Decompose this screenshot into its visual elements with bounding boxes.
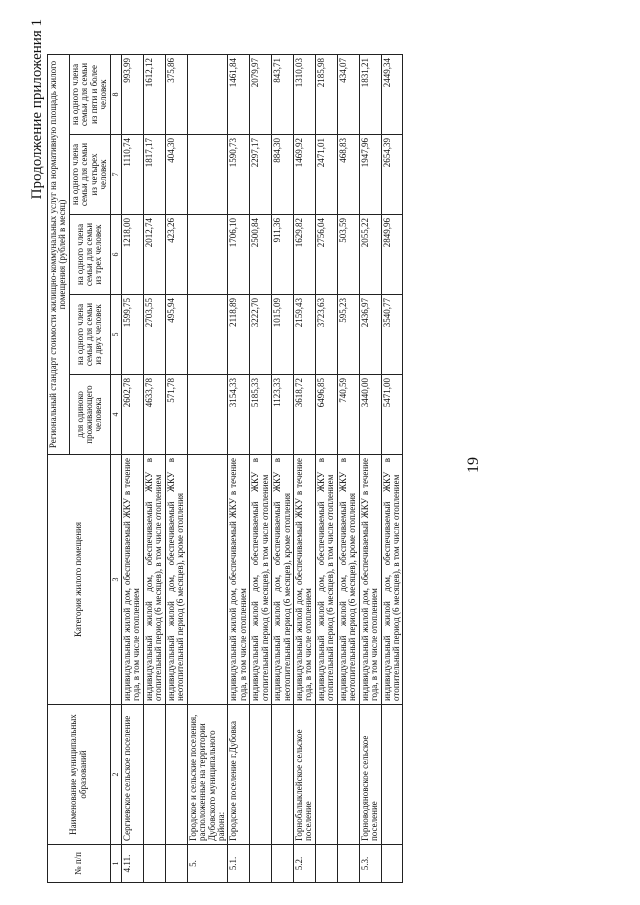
table-row <box>337 55 359 883</box>
tariff-value: 3154,33 <box>228 375 250 455</box>
tariff-value: 2449,34 <box>381 55 403 135</box>
header-five: на одного члена семьи для семьи из пяти и более человек <box>69 55 110 135</box>
index-cell: 4 <box>110 375 121 455</box>
index-cell: 5 <box>110 295 121 375</box>
housing-category: индивидуальный жилой дом, обеспечиваемый ЖКУ в неотопительный период (6 месяцев), кроме отопления <box>272 455 294 705</box>
row-number <box>272 845 294 883</box>
tariff-value: 884,30 <box>272 135 294 215</box>
tariff-value: 1612,12 <box>143 55 165 135</box>
tariff-value: 993,99 <box>122 55 144 135</box>
row-number: 5. <box>187 845 228 883</box>
header-three: на одного члена семьи для семьи из трех человек <box>69 215 110 295</box>
index-cell: 7 <box>110 135 121 215</box>
tariff-value: 1706,10 <box>228 215 250 295</box>
tariff-value: 1947,96 <box>359 135 381 215</box>
header-category: Категория жилого помещения <box>48 455 111 705</box>
row-number: 5.1. <box>228 845 250 883</box>
tariff-value: 911,36 <box>272 215 294 295</box>
municipality-name <box>315 705 337 845</box>
municipality-name <box>250 705 272 845</box>
table-row <box>165 55 187 883</box>
tariff-value: 2079,97 <box>250 55 272 135</box>
tariff-value: 1599,75 <box>122 295 144 375</box>
housing-category: индивидуальный жилой дом, обеспечиваемый ЖКУ в неотопительный период (6 месяцев), кроме отопления <box>165 455 187 705</box>
tariff-value: 495,94 <box>165 295 187 375</box>
tariff-value: 2471,01 <box>315 135 337 215</box>
tariff-value <box>187 215 228 295</box>
housing-category: индивидуальный жилой дом, обеспечиваемый ЖКУ в отопительный период (6 месяцев), в том числе отоплением <box>315 455 337 705</box>
tariff-value: 2436,97 <box>359 295 381 375</box>
tariff-value: 2185,98 <box>315 55 337 135</box>
header-num: № п/п <box>48 845 111 883</box>
tariff-value: 375,86 <box>165 55 187 135</box>
tariff-value: 1590,73 <box>228 135 250 215</box>
tariff-value: 5471,00 <box>381 375 403 455</box>
housing-category: индивидуальный жилой дом, обеспечиваемый ЖКУ в течение года, в том числе отоплением <box>294 455 316 705</box>
housing-category: индивидуальный жилой дом, обеспечиваемый ЖКУ в отопительный период (6 месяцев), в том числе отоплением <box>250 455 272 705</box>
tariff-value: 2012,74 <box>143 215 165 295</box>
tariff-value: 1461,84 <box>228 55 250 135</box>
tariff-value: 2055,22 <box>359 215 381 295</box>
header-four: на одного члена семьи для семьи из четырех человек <box>69 135 110 215</box>
tariff-value: 2118,89 <box>228 295 250 375</box>
tariff-value: 1110,74 <box>122 135 144 215</box>
tariff-value: 1629,82 <box>294 215 316 295</box>
tariff-value: 5185,33 <box>250 375 272 455</box>
municipality-name <box>381 705 403 845</box>
table-row <box>122 55 144 883</box>
housing-category: индивидуальный жилой дом, обеспечиваемый ЖКУ в течение года, в том числе отоплением <box>359 455 381 705</box>
tariff-value: 2500,84 <box>250 215 272 295</box>
row-number <box>315 845 337 883</box>
table-row <box>250 55 272 883</box>
tariff-value: 3723,63 <box>315 295 337 375</box>
housing-category: индивидуальный жилой дом, обеспечиваемый ЖКУ в отопительный период (6 месяцев), в том числе отоплением <box>143 455 165 705</box>
tariff-value: 843,71 <box>272 55 294 135</box>
tariff-value <box>187 135 228 215</box>
row-number <box>165 845 187 883</box>
tariff-value: 1831,21 <box>359 55 381 135</box>
tariff-value: 2602,78 <box>122 375 144 455</box>
tariff-table <box>47 54 403 883</box>
tariff-value: 6496,85 <box>315 375 337 455</box>
housing-category: индивидуальный жилой дом, обеспечиваемый ЖКУ в течение года, в том числе отоплением <box>122 455 144 705</box>
tariff-value: 3618,72 <box>294 375 316 455</box>
tariff-value: 571,78 <box>165 375 187 455</box>
municipality-name <box>337 705 359 845</box>
municipality-name: Сергиевское сельское поселение <box>122 705 144 845</box>
continuation-caption: Продолжение приложения 1 <box>29 19 45 200</box>
municipality-name: Городское поселение г.Дубовка <box>228 705 250 845</box>
municipality-name: Горнобалыклейское сельское поселение <box>294 705 316 845</box>
index-cell: 3 <box>110 455 121 705</box>
municipality-name <box>143 705 165 845</box>
row-number <box>381 845 403 883</box>
index-cell: 8 <box>110 55 121 135</box>
housing-category: индивидуальный жилой дом, обеспечиваемый ЖКУ в отопительный период (6 месяцев), в том числе отоплением <box>381 455 403 705</box>
page-number: 19 <box>465 457 482 473</box>
tariff-value: 595,23 <box>337 295 359 375</box>
tariff-value: 1817,17 <box>143 135 165 215</box>
table-row <box>381 55 403 883</box>
tariff-value: 2297,17 <box>250 135 272 215</box>
row-number: 4.11. <box>122 845 144 883</box>
municipality-name: Городское и сельские поселения, расположенные на территории Дубовского муниципального района: <box>187 705 228 845</box>
tariff-value: 3440,00 <box>359 375 381 455</box>
tariff-value: 2654,39 <box>381 135 403 215</box>
tariff-value: 2703,55 <box>143 295 165 375</box>
header-name: Наименование муниципальных образований <box>48 705 111 845</box>
tariff-value: 3540,77 <box>381 295 403 375</box>
municipality-name <box>272 705 294 845</box>
tariff-value <box>187 295 228 375</box>
tariff-value: 4633,78 <box>143 375 165 455</box>
tariff-value: 1123,33 <box>272 375 294 455</box>
table-body <box>122 55 403 883</box>
tariff-value: 2756,04 <box>315 215 337 295</box>
tariff-value: 503,59 <box>337 215 359 295</box>
row-number <box>143 845 165 883</box>
table-row <box>272 55 294 883</box>
index-cell: 6 <box>110 215 121 295</box>
table-row <box>143 55 165 883</box>
table-row <box>315 55 337 883</box>
tariff-value: 423,26 <box>165 215 187 295</box>
index-row <box>110 55 121 883</box>
table-row <box>187 55 228 883</box>
table-row <box>359 55 381 883</box>
housing-category: индивидуальный жилой дом, обеспечиваемый ЖКУ в течение года, в том числе отоплением <box>228 455 250 705</box>
table-row <box>294 55 316 883</box>
tariff-value: 1218,00 <box>122 215 144 295</box>
index-cell: 2 <box>110 705 121 845</box>
tariff-value <box>187 375 228 455</box>
housing-category <box>187 455 228 705</box>
index-cell: 1 <box>110 845 121 883</box>
row-number <box>250 845 272 883</box>
tariff-value: 434,07 <box>337 55 359 135</box>
housing-category: индивидуальный жилой дом, обеспечиваемый ЖКУ в неотопительный период (6 месяцев), кроме отопления <box>337 455 359 705</box>
tariff-value: 3222,70 <box>250 295 272 375</box>
tariff-value: 2849,96 <box>381 215 403 295</box>
tariff-value: 468,83 <box>337 135 359 215</box>
municipality-name <box>165 705 187 845</box>
table-row <box>228 55 250 883</box>
rotated-document <box>25 13 615 893</box>
tariff-value: 1310,03 <box>294 55 316 135</box>
tariff-value: 2159,43 <box>294 295 316 375</box>
tariff-value: 404,30 <box>165 135 187 215</box>
header-two: на одного члена семьи для семьи из двух человек <box>69 295 110 375</box>
row-number: 5.2. <box>294 845 316 883</box>
tariff-value: 740,59 <box>337 375 359 455</box>
tariff-value: 1469,92 <box>294 135 316 215</box>
tariff-value: 1015,09 <box>272 295 294 375</box>
header-single: для одиноко проживающего человека <box>69 375 110 455</box>
header-group: Региональный стандарт стоимости жилищно-коммунальных услуг на нормативную площадь жилого помещения (рублей в месяц) <box>48 55 70 455</box>
row-number <box>337 845 359 883</box>
tariff-value <box>187 55 228 135</box>
row-number: 5.3. <box>359 845 381 883</box>
municipality-name: Горноводяновское сельское поселение <box>359 705 381 845</box>
